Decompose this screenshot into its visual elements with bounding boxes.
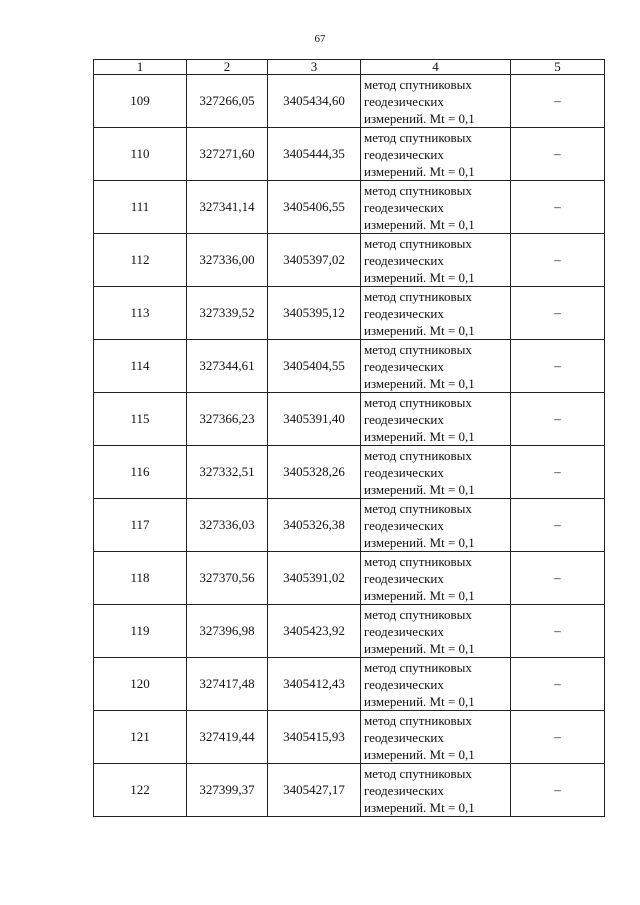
coord-y-cell: 3405444,35 (268, 128, 361, 181)
coord-x-cell: 327336,00 (187, 234, 268, 287)
point-number-cell: 115 (94, 393, 187, 446)
method-cell (361, 340, 511, 393)
method-line: метод спутниковых (364, 765, 472, 781)
header-col-1: 1 (94, 60, 187, 75)
method-line: измерений. Mt = 0,1 (364, 693, 475, 709)
method-cell (361, 75, 511, 128)
note-cell: – (511, 711, 605, 764)
coord-y-cell: 3405427,17 (268, 764, 361, 817)
coord-x-cell: 327417,48 (187, 658, 268, 711)
coord-y-cell: 3405328,26 (268, 446, 361, 499)
method-line: геодезических (364, 199, 444, 215)
point-number-cell: 110 (94, 128, 187, 181)
coord-x-cell: 327266,05 (187, 75, 268, 128)
method-line: метод спутниковых (364, 129, 472, 145)
header-col-3: 3 (268, 60, 361, 75)
method-line: геодезических (364, 676, 444, 692)
coordinates-table (93, 59, 605, 817)
method-line: геодезических (364, 464, 444, 480)
coord-x-cell: 327399,37 (187, 764, 268, 817)
header-col-5: 5 (511, 60, 605, 75)
method-line: геодезических (364, 146, 444, 162)
coord-y-cell: 3405412,43 (268, 658, 361, 711)
method-cell (361, 605, 511, 658)
table-row (94, 446, 605, 499)
method-cell (361, 764, 511, 817)
coord-y-cell: 3405423,92 (268, 605, 361, 658)
coord-x-cell: 327419,44 (187, 711, 268, 764)
coord-y-cell: 3405326,38 (268, 499, 361, 552)
method-line: метод спутниковых (364, 288, 472, 304)
table-row (94, 605, 605, 658)
point-number-cell: 113 (94, 287, 187, 340)
note-cell: – (511, 128, 605, 181)
method-line: метод спутниковых (364, 606, 472, 622)
point-number-cell: 121 (94, 711, 187, 764)
method-cell (361, 446, 511, 499)
note-cell: – (511, 287, 605, 340)
point-number-cell: 117 (94, 499, 187, 552)
table-row (94, 393, 605, 446)
method-line: измерений. Mt = 0,1 (364, 534, 475, 550)
method-cell (361, 287, 511, 340)
point-number-cell: 120 (94, 658, 187, 711)
table-row (94, 128, 605, 181)
table-row (94, 499, 605, 552)
table-body (94, 75, 605, 817)
table-row (94, 287, 605, 340)
method-line: метод спутниковых (364, 447, 472, 463)
table-header (94, 60, 605, 75)
note-cell: – (511, 764, 605, 817)
coord-y-cell: 3405395,12 (268, 287, 361, 340)
note-cell: – (511, 340, 605, 393)
table-row (94, 181, 605, 234)
method-line: метод спутниковых (364, 659, 472, 675)
point-number-cell: 122 (94, 764, 187, 817)
method-cell (361, 234, 511, 287)
table-row (94, 75, 605, 128)
point-number-cell: 114 (94, 340, 187, 393)
note-cell: – (511, 181, 605, 234)
method-cell (361, 658, 511, 711)
table-row (94, 711, 605, 764)
point-number-cell: 118 (94, 552, 187, 605)
note-cell: – (511, 499, 605, 552)
coord-x-cell: 327332,51 (187, 446, 268, 499)
note-cell: – (511, 446, 605, 499)
coord-y-cell: 3405406,55 (268, 181, 361, 234)
method-line: геодезических (364, 782, 444, 798)
method-line: измерений. Mt = 0,1 (364, 587, 475, 603)
method-line: измерений. Mt = 0,1 (364, 216, 475, 232)
note-cell: – (511, 393, 605, 446)
page-number: 67 (314, 33, 326, 45)
table-row (94, 764, 605, 817)
method-line: измерений. Mt = 0,1 (364, 163, 475, 179)
method-line: измерений. Mt = 0,1 (364, 746, 475, 762)
method-line: метод спутниковых (364, 553, 472, 569)
coord-y-cell: 3405415,93 (268, 711, 361, 764)
method-line: измерений. Mt = 0,1 (364, 428, 475, 444)
table-row (94, 234, 605, 287)
method-line: геодезических (364, 93, 444, 109)
method-line: геодезических (364, 729, 444, 745)
note-cell: – (511, 234, 605, 287)
method-line: метод спутниковых (364, 235, 472, 251)
coord-y-cell: 3405434,60 (268, 75, 361, 128)
coord-y-cell: 3405397,02 (268, 234, 361, 287)
point-number-cell: 111 (94, 181, 187, 234)
method-cell (361, 181, 511, 234)
table-row (94, 552, 605, 605)
method-line: метод спутниковых (364, 500, 472, 516)
method-line: измерений. Mt = 0,1 (364, 322, 475, 338)
method-line: измерений. Mt = 0,1 (364, 799, 475, 815)
method-line: метод спутниковых (364, 394, 472, 410)
table-row (94, 658, 605, 711)
method-line: метод спутниковых (364, 341, 472, 357)
method-cell (361, 128, 511, 181)
method-line: измерений. Mt = 0,1 (364, 375, 475, 391)
method-cell (361, 393, 511, 446)
method-line: измерений. Mt = 0,1 (364, 269, 475, 285)
method-cell (361, 711, 511, 764)
method-line: измерений. Mt = 0,1 (364, 110, 475, 126)
method-line: геодезических (364, 570, 444, 586)
method-line: геодезических (364, 411, 444, 427)
method-cell (361, 552, 511, 605)
note-cell: – (511, 552, 605, 605)
note-cell: – (511, 605, 605, 658)
method-line: метод спутниковых (364, 182, 472, 198)
method-line: метод спутниковых (364, 76, 472, 92)
method-line: метод спутниковых (364, 712, 472, 728)
point-number-cell: 109 (94, 75, 187, 128)
method-line: измерений. Mt = 0,1 (364, 640, 475, 656)
point-number-cell: 112 (94, 234, 187, 287)
header-row (94, 60, 605, 75)
coord-x-cell: 327366,23 (187, 393, 268, 446)
method-line: геодезических (364, 305, 444, 321)
coord-y-cell: 3405391,02 (268, 552, 361, 605)
coord-y-cell: 3405391,40 (268, 393, 361, 446)
coord-x-cell: 327339,52 (187, 287, 268, 340)
note-cell: – (511, 75, 605, 128)
method-line: геодезических (364, 623, 444, 639)
method-cell (361, 499, 511, 552)
coord-y-cell: 3405404,55 (268, 340, 361, 393)
point-number-cell: 119 (94, 605, 187, 658)
coord-x-cell: 327271,60 (187, 128, 268, 181)
coord-x-cell: 327370,56 (187, 552, 268, 605)
coord-x-cell: 327344,61 (187, 340, 268, 393)
method-line: геодезических (364, 517, 444, 533)
coord-x-cell: 327341,14 (187, 181, 268, 234)
method-line: геодезических (364, 252, 444, 268)
point-number-cell: 116 (94, 446, 187, 499)
header-col-2: 2 (187, 60, 268, 75)
table-row (94, 340, 605, 393)
coord-x-cell: 327336,03 (187, 499, 268, 552)
coord-x-cell: 327396,98 (187, 605, 268, 658)
method-line: измерений. Mt = 0,1 (364, 481, 475, 497)
note-cell: – (511, 658, 605, 711)
method-line: геодезических (364, 358, 444, 374)
header-col-4: 4 (361, 60, 511, 75)
